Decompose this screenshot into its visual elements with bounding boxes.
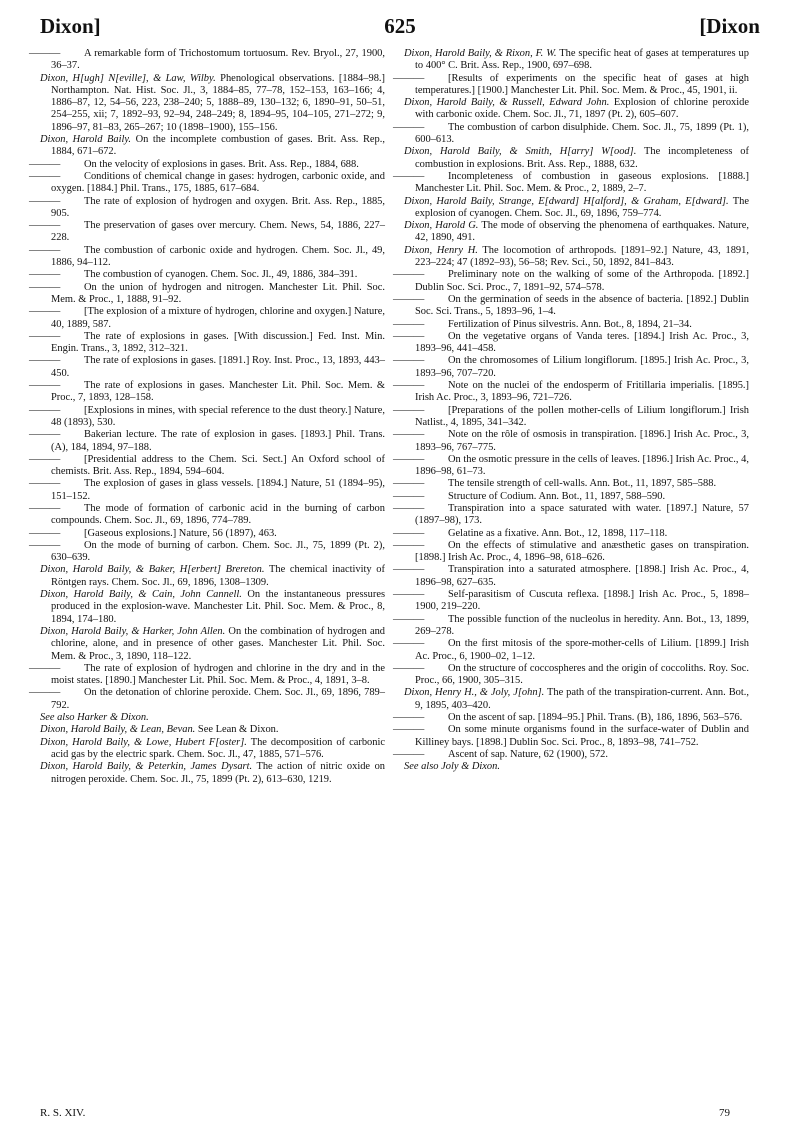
entry-text: See Lean & Dixon. xyxy=(197,724,279,736)
entry-author: Dixon, Harold Baily, & Baker, H[erbert] Brereton. xyxy=(40,564,265,576)
bibliography-entry xyxy=(393,269,749,294)
repeat-author-dash: ——— xyxy=(29,269,61,281)
entry-author: Dixon, Harold Baily, & Peterkin, James Dysart. xyxy=(40,761,253,773)
entry-text: [Preparations of the pollen mother-cells of Lilium longiflorum.] Irish Natlist., 4, 1895, 341–342. xyxy=(415,404,749,428)
entry-author: Dixon, Harold G. xyxy=(404,220,479,232)
repeat-author-dash: ——— xyxy=(393,269,425,281)
repeat-author-dash: ——— xyxy=(29,380,61,392)
sheet-number: 79 xyxy=(719,1107,730,1119)
bibliography-entry xyxy=(393,539,749,565)
entry-text: Note on the nuclei of the endosperm of Fritillaria imperialis. [1895.] Irish Ac. Proc., 3, 1893–96, 721–726. xyxy=(415,380,749,404)
entry-text: [Gaseous explosions.] Nature, 56 (1897), 463. xyxy=(84,527,277,539)
entry-text: On the union of hydrogen and nitrogen. Manchester Lit. Phil. Soc. Mem. & Proc., 1, 1888, 91–92. xyxy=(51,281,385,305)
bibliography-entry xyxy=(29,170,385,196)
bibliography-entry xyxy=(393,330,749,356)
bibliography-entry xyxy=(393,712,749,724)
bibliography-entry xyxy=(40,564,385,589)
bibliography-entry xyxy=(29,306,385,331)
repeat-author-dash: ——— xyxy=(393,72,425,84)
repeat-author-dash: ——— xyxy=(29,244,61,256)
entry-text: Conditions of chemical change in gases: hydrogen, carbonic oxide, and oxygen. [1884.] Phil. Trans., 175, 1885, 617–684. xyxy=(51,170,385,195)
repeat-author-dash: ——— xyxy=(393,170,425,182)
repeat-author-dash: ——— xyxy=(393,355,425,367)
repeat-author-dash: ——— xyxy=(393,380,425,392)
entry-text: On the structure of coccospheres and the origin of coccoliths. Roy. Soc. Proc., 66, 1900, 305–315. xyxy=(415,662,749,687)
repeat-author-dash: ——— xyxy=(29,527,61,539)
bibliography-entry xyxy=(29,453,385,479)
repeat-author-dash: ——— xyxy=(29,170,61,182)
bibliography-entry xyxy=(393,724,749,749)
bibliography-entry xyxy=(393,748,749,761)
entry-text: The combustion of carbonic oxide and hydrogen. Chem. Soc. Jl., 49, 1886, 94–112. xyxy=(51,244,385,269)
repeat-author-dash: ——— xyxy=(29,502,61,514)
bibliography-entry xyxy=(404,245,749,270)
bibliography-entry xyxy=(29,527,385,540)
bibliography-entry xyxy=(29,502,385,528)
entry-text: Transpiration into a space saturated with water. [1897.] Nature, 57 (1897–98), 173. xyxy=(415,502,749,527)
page-number: 625 xyxy=(384,14,416,38)
running-header xyxy=(40,14,760,38)
entry-text: The decomposition of carbonic acid gas by the electric spark. Chem. Soc. Jl., 47, 1885, 571–576. xyxy=(51,736,386,760)
repeat-author-dash: ——— xyxy=(393,613,425,625)
entry-author: Dixon, Harold Baily, & Smith, H[arry] W[ood]. xyxy=(404,146,637,158)
bibliography-entry xyxy=(393,355,749,380)
entry-text: The rate of explosions in gases. [1891.] Roy. Inst. Proc., 13, 1893, 443–450. xyxy=(51,355,385,379)
bibliography-entry xyxy=(393,293,749,319)
bibliography-entry xyxy=(29,478,385,503)
entry-text: The preservation of gases over mercury. Chem. News, 54, 1886, 227–228. xyxy=(51,220,385,244)
entry-text: The mode of observing the phenomena of earthquakes. Nature, 42, 1890, 491. xyxy=(415,220,749,244)
bibliography-entry xyxy=(29,429,385,454)
entry-text: The explosion of gases in glass vessels. [1894.] Nature, 51 (1894–95), 151–152. xyxy=(51,478,385,502)
entry-text: Transpiration into a saturated atmosphere. [1898.] Irish Ac. Proc., 4, 1896–98, 627–635. xyxy=(415,564,749,588)
entry-text: The rate of explosion of hydrogen and oxygen. Brit. Ass. Rep., 1885, 905. xyxy=(51,195,385,219)
entry-author: Dixon, Harold Baily, & Rixon, F. W. xyxy=(404,48,557,59)
bibliography-entry xyxy=(393,72,749,98)
repeat-author-dash: ——— xyxy=(393,429,425,441)
bibliography-entry xyxy=(29,244,385,270)
repeat-author-dash: ——— xyxy=(393,453,425,465)
bibliography-entry xyxy=(404,220,749,245)
repeat-author-dash: ——— xyxy=(29,48,61,59)
entry-author: Dixon, Harold Baily, & Lowe, Hubert F[oster]. xyxy=(40,736,247,748)
bibliography-entry xyxy=(404,761,749,773)
bibliography-entry xyxy=(393,453,749,479)
repeat-author-dash: ——— xyxy=(393,589,425,601)
entry-text: The explosion of cyanogen. Chem. Soc. Jl., 69, 1896, 759–774. xyxy=(415,195,749,219)
entry-text: [Results of experiments on the specific heat of gases at high temperatures.] [1900.] Manchester Lit. Phil. Soc. Mem. & Proc., 45, 1901, ii. xyxy=(415,72,749,96)
repeat-author-dash: ——— xyxy=(393,564,425,576)
bibliography-entry xyxy=(393,170,749,196)
bibliography-entry xyxy=(393,564,749,589)
entry-text: On the mode of burning of carbon. Chem. Soc. Jl., 75, 1899 (Pt. 2), 630–639. xyxy=(51,539,385,564)
entry-text: The combustion of cyanogen. Chem. Soc. Jl., 49, 1886, 384–391. xyxy=(84,269,358,281)
repeat-author-dash: ——— xyxy=(393,490,425,502)
entry-text: Structure of Codium. Ann. Bot., 11, 1897, 588–590. xyxy=(448,490,666,502)
entry-text: On the germination of seeds in the absence of bacteria. [1892.] Dublin Soc. Sci. Trans., 5, 1893–96, 1–4. xyxy=(415,293,749,318)
bibliography-entry xyxy=(40,724,385,736)
bibliography-entry xyxy=(29,539,385,565)
entry-text: Explosion of chlorine peroxide with carbonic oxide. Chem. Soc. Jl., 71, 1897 (Pt. 2), 605–607. xyxy=(415,97,750,121)
repeat-author-dash: ——— xyxy=(29,306,61,318)
entry-author: Dixon, Harold Baily, & Cain, John Cannell. xyxy=(40,589,242,601)
header-right: [Dixon xyxy=(699,14,760,38)
repeat-author-dash: ——— xyxy=(393,330,425,342)
entry-author: Dixon, Harold Baily, Strange, E[dward] H[alford], & Graham, E[dward]. xyxy=(404,195,729,207)
see-also-reference: See also Harker & Dixon. xyxy=(40,712,149,724)
entry-text: Incompleteness of combustion in gaseous explosions. [1888.] Manchester Lit. Phil. Soc. Mem. & Proc., 2, 1889, 2–7. xyxy=(415,170,749,195)
entry-text: The rate of explosion of hydrogen and chlorine in the dry and in the moist states. [1890.] Manchester Lit. Phil. Soc. Mem. & Proc., 4, 1891, 3–8. xyxy=(51,662,385,687)
entry-text: On the vegetative organs of Vanda teres. [1894.] Irish Ac. Proc., 3, 1893–96, 441–458. xyxy=(415,330,749,355)
repeat-author-dash: ——— xyxy=(29,355,61,367)
repeat-author-dash: ——— xyxy=(393,527,425,539)
entry-text: The chemical inactivity of Röntgen rays. Chem. Soc. Jl., 69, 1896, 1308–1309. xyxy=(51,564,385,588)
bibliography-entry xyxy=(393,589,749,614)
bibliography-entry xyxy=(29,404,385,430)
bibliography-entry xyxy=(40,737,385,762)
repeat-author-dash: ——— xyxy=(29,330,61,342)
right-column xyxy=(393,48,750,774)
bibliography-entry xyxy=(40,134,385,159)
entry-text: Preliminary note on the walking of some of the Arthropoda. [1892.] Dublin Soc. Sci. Proc., 7, 1891–92, 574–578. xyxy=(415,269,749,293)
bibliography-entry xyxy=(393,613,749,639)
entry-text: On the effects of stimulative and anæsthetic gases on transpiration. [1898.] Irish Ac. Proc., 4, 1896–98, 618–626. xyxy=(415,539,749,564)
bibliography-entry xyxy=(29,158,385,171)
entry-text: Ascent of sap. Nature, 62 (1900), 572. xyxy=(448,748,609,760)
bibliography-entry xyxy=(40,761,385,786)
see-also-reference: See also Joly & Dixon. xyxy=(404,761,500,773)
entry-text: The locomotion of arthropods. [1891–92.] Nature, 43, 1891, 223–224; 47 (1892–93), 56–58; Rev. Sci., 50, 1892, 841–843. xyxy=(415,244,749,269)
bibliography-entry xyxy=(29,687,385,712)
entry-text: On the detonation of chlorine peroxide. Chem. Soc. Jl., 69, 1896, 789–792. xyxy=(51,687,385,711)
entry-text: Fertilization of Pinus silvestris. Ann. Bot., 8, 1894, 21–34. xyxy=(448,318,692,330)
entry-author: Dixon, Henry H. xyxy=(404,244,478,256)
entry-author: Dixon, Harold Baily, & Harker, John Allen. xyxy=(40,625,226,637)
bibliography-entry xyxy=(393,318,749,331)
bibliography-entry xyxy=(404,196,749,221)
repeat-author-dash: ——— xyxy=(29,662,61,674)
entry-text: The rate of explosions in gases. Manchester Lit. Phil. Soc. Mem. & Proc., 7, 1893, 128–158. xyxy=(51,380,385,404)
entry-text: Note on the rôle of osmosis in transpiration. [1896.] Irish Ac. Proc., 3, 1893–96, 767–775. xyxy=(415,429,749,453)
repeat-author-dash: ——— xyxy=(393,502,425,514)
bibliography-entry xyxy=(40,712,385,724)
repeat-author-dash: ——— xyxy=(29,404,61,416)
repeat-author-dash: ——— xyxy=(29,195,61,207)
bibliography-entry xyxy=(29,380,385,405)
bibliography-entry xyxy=(404,97,749,122)
bibliography-entry xyxy=(393,380,749,405)
bibliography-entry xyxy=(393,404,749,430)
entry-text: Phenological observations. [1884–98.] Northampton. Nat. Hist. Soc. Jl., 3, 1884–85, 77–78, 152–153, 163–166; 4, 1886–87, 12, 54–56, 223, 238–240; 5, 1888–89, 130–132; 6, 1890–91, 50–51, 254–255, xii; 7, 1892–93, 92–94, 248–249; 8, 1894–95, 104–105, 271–272; 9, 1896–97, 81–83, 265–267; 10 (1898–1900), 155–156. xyxy=(51,72,386,133)
bibliography-entry xyxy=(393,490,749,503)
bibliography-entry xyxy=(40,626,385,663)
bibliography-entry xyxy=(393,502,749,528)
bibliography-entry xyxy=(393,638,749,663)
bibliography-entry xyxy=(393,478,749,490)
entry-text: On the first mitosis of the spore-mother-cells of Lilium. [1899.] Irish Ac. Proc., 6, 1900–02, 1–12. xyxy=(415,638,749,662)
entry-text: On the ascent of sap. [1894–95.] Phil. Trans. (B), 186, 1896, 563–576. xyxy=(448,712,743,724)
entry-text: The rate of explosions in gases. [With discussion.] Fed. Inst. Min. Engin. Trans., 3, 1892, 312–321. xyxy=(51,330,385,355)
entry-text: The tensile strength of cell-walls. Ann. Bot., 11, 1897, 585–588. xyxy=(448,478,717,490)
entry-text: On some minute organisms found in the surface-water of Dublin and Killiney bays. [1898.] Dublin Soc. Sci. Proc., 8, 1893–98, 741–752. xyxy=(415,724,749,748)
repeat-author-dash: ——— xyxy=(393,404,425,416)
bibliography-entry xyxy=(29,355,385,380)
repeat-author-dash: ——— xyxy=(29,687,61,699)
bibliography-entry xyxy=(40,589,385,626)
repeat-author-dash: ——— xyxy=(29,478,61,490)
bibliography-entry xyxy=(40,73,385,134)
entry-text: The specific heat of gases at temperatures up to 400° C. Brit. Ass. Rep., 1900, 697–698. xyxy=(415,48,749,72)
bibliography-entry xyxy=(404,687,749,712)
entry-text: A remarkable form of Trichostomum tortuosum. Rev. Bryol., 27, 1900, 36–37. xyxy=(51,48,385,72)
repeat-author-dash: ——— xyxy=(393,662,425,674)
entry-text: Bakerian lecture. The rate of explosion in gases. [1893.] Phil. Trans. (A), 184, 1894, 97–188. xyxy=(51,429,385,453)
entry-author: Dixon, H[ugh] N[eville], & Law, Wilby. xyxy=(40,72,216,84)
repeat-author-dash: ——— xyxy=(29,158,61,170)
entry-author: Dixon, Henry H., & Joly, J[ohn]. xyxy=(404,687,545,699)
entry-text: On the incomplete combustion of gases. Brit. Ass. Rep., 1884, 671–672. xyxy=(51,134,385,158)
repeat-author-dash: ——— xyxy=(393,748,425,760)
bibliography-entry xyxy=(29,281,385,307)
entry-text: The mode of formation of carbonic acid in the burning of carbon compounds. Chem. Soc. Jl., 69, 1896, 774–789. xyxy=(51,502,385,527)
bibliography-entry xyxy=(29,662,385,688)
bibliography-entry xyxy=(393,429,749,454)
repeat-author-dash: ——— xyxy=(393,293,425,305)
repeat-author-dash: ——— xyxy=(393,638,425,650)
bibliography-entry xyxy=(393,662,749,688)
page-footer xyxy=(40,1107,760,1123)
entry-text: Gelatine as a fixative. Ann. Bot., 12, 1898, 117–118. xyxy=(448,527,668,539)
repeat-author-dash: ——— xyxy=(393,712,425,724)
repeat-author-dash: ——— xyxy=(29,453,61,465)
repeat-author-dash: ——— xyxy=(29,429,61,441)
entry-text: [The explosion of a mixture of hydrogen, chlorine and oxygen.] Nature, 40, 1889, 587. xyxy=(51,306,385,330)
entry-text: Self-parasitism of Cuscuta reflexa. [1898.] Irish Ac. Proc., 5, 1898–1900, 219–220. xyxy=(415,589,749,613)
entry-text: On the osmotic pressure in the cells of leaves. [1896.] Irish Ac. Proc., 4, 1896–98, 61–73. xyxy=(415,453,749,478)
entry-text: [Explosions in mines, with special reference to the dust theory.] Nature, 48 (1893), 530. xyxy=(51,404,385,428)
entry-text: On the velocity of explosions in gases. Brit. Ass. Rep., 1884, 688. xyxy=(84,158,359,170)
repeat-author-dash: ——— xyxy=(393,478,425,490)
entry-text: On the chromosomes of Lilium longiflorum. [1895.] Irish Ac. Proc., 3, 1893–96, 707–720. xyxy=(415,355,749,379)
bibliography-entry xyxy=(29,269,385,281)
entry-text: [Presidential address to the Chem. Sci. Sect.] An Oxford school of chemists. Brit. Ass. Rep., 1894, 594–604. xyxy=(51,453,385,478)
repeat-author-dash: ——— xyxy=(29,281,61,293)
repeat-author-dash: ——— xyxy=(393,539,425,551)
entry-text: On the instantaneous pressures produced in the explosion-wave. Manchester Lit. Phil. Soc. Mem. & Proc., 8, 1894, 174–180. xyxy=(51,589,386,625)
repeat-author-dash: ——— xyxy=(393,121,425,133)
entry-text: The action of nitric oxide on nitrogen peroxide. Chem. Soc. Jl., 75, 1899 (Pt. 2), 613–630, 1219. xyxy=(51,761,386,785)
entry-text: The incompleteness of combustion in explosions. Brit. Ass. Rep., 1888, 632. xyxy=(415,146,749,170)
left-column xyxy=(29,48,386,786)
repeat-author-dash: ——— xyxy=(393,318,425,330)
repeat-author-dash: ——— xyxy=(29,220,61,232)
bibliography-entry xyxy=(29,195,385,221)
bibliography-entry xyxy=(404,146,749,171)
bibliography-entry xyxy=(404,48,749,73)
bibliography-entry xyxy=(29,330,385,356)
entry-text: On the combination of hydrogen and chlorine, alone, and in presence of other gases. Manchester Lit. Phil. Soc. Mem. & Proc., 3, 1890, 118–122. xyxy=(51,625,386,662)
signature-mark: R. S. XIV. xyxy=(40,1107,86,1119)
entry-text: The possible function of the nucleolus in heredity. Ann. Bot., 13, 1899, 269–278. xyxy=(415,613,749,637)
bibliography-entry xyxy=(29,220,385,245)
entry-text: The combustion of carbon disulphide. Chem. Soc. Jl., 75, 1899 (Pt. 1), 600–613. xyxy=(415,121,749,146)
bibliography-entry xyxy=(393,527,749,540)
entry-author: Dixon, Harold Baily, & Lean, Bevan. xyxy=(40,724,196,736)
repeat-author-dash: ——— xyxy=(29,539,61,551)
entry-text: The path of the transpiration-current. Ann. Bot., 9, 1895, 403–420. xyxy=(415,687,750,711)
bibliography-entry xyxy=(393,121,749,147)
entry-author: Dixon, Harold Baily. xyxy=(40,134,132,146)
repeat-author-dash: ——— xyxy=(393,724,425,736)
header-left: Dixon] xyxy=(40,14,101,38)
bibliography-entry xyxy=(29,48,385,73)
entry-author: Dixon, Harold Baily, & Russell, Edward John. xyxy=(404,97,610,109)
